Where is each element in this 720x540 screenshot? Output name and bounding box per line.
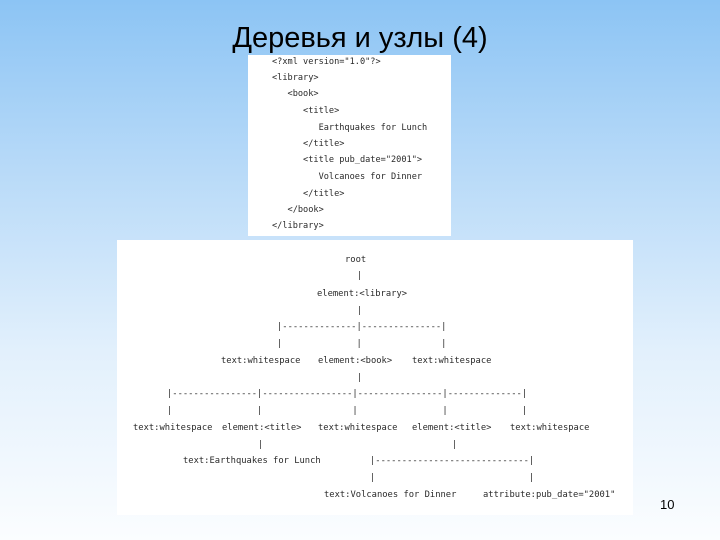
tree-connector: | |: [370, 473, 535, 483]
tree-connector: |: [357, 373, 363, 383]
slide-title: Деревья и узлы (4): [232, 22, 488, 54]
tree-node-whitespace-3: text:whitespace: [133, 423, 213, 433]
tree-node-whitespace-2: text:whitespace: [412, 356, 492, 366]
tree-branch-line: |----------------|-----------------|----------------|--------------|: [167, 389, 528, 399]
xml-code-panel: [248, 55, 451, 236]
xml-line-declaration: <?xml version="1.0"?>: [272, 57, 381, 67]
xml-line-text-volcanoes: Volcanoes for Dinner: [272, 172, 423, 182]
xml-line-title-open: <title>: [272, 106, 340, 116]
xml-line-book-open: <book>: [272, 89, 319, 99]
xml-line-library-open: <library>: [272, 73, 319, 83]
xml-line-text-earthquakes: Earthquakes for Lunch: [272, 123, 428, 133]
tree-node-text-volcanoes: text:Volcanoes for Dinner: [324, 490, 457, 500]
tree-branch-line: |--------------|---------------|: [277, 322, 447, 332]
tree-branch-line: |-----------------------------|: [370, 456, 535, 466]
tree-node-book: element:<book>: [318, 356, 393, 366]
xml-line-library-close: </library>: [272, 221, 324, 231]
xml-line-title-close: </title>: [272, 139, 345, 149]
tree-node-whitespace-1: text:whitespace: [221, 356, 301, 366]
tree-connector: |: [357, 306, 363, 316]
tree-node-library: element:<library>: [317, 289, 408, 299]
xml-line-book-close: </book>: [272, 205, 324, 215]
tree-connector: | | |: [277, 339, 447, 349]
tree-node-text-earthquakes: text:Earthquakes for Lunch: [183, 456, 321, 466]
tree-node-root: root: [345, 255, 367, 265]
xml-line-title-close-2: </title>: [272, 189, 345, 199]
tree-connector: |: [258, 440, 264, 450]
tree-node-attribute: attribute:pub_date="2001": [483, 490, 616, 500]
tree-node-title-2: element:<title>: [412, 423, 492, 433]
dom-tree-diagram: [117, 240, 633, 515]
tree-connector: | | | | |: [167, 406, 528, 416]
tree-node-whitespace-5: text:whitespace: [510, 423, 590, 433]
tree-connector: |: [357, 271, 363, 281]
tree-connector: |: [452, 440, 458, 450]
xml-line-title-attr-open: <title pub_date="2001">: [272, 155, 423, 165]
tree-node-whitespace-4: text:whitespace: [318, 423, 398, 433]
page-number: 10: [660, 497, 675, 512]
tree-node-title-1: element:<title>: [222, 423, 302, 433]
